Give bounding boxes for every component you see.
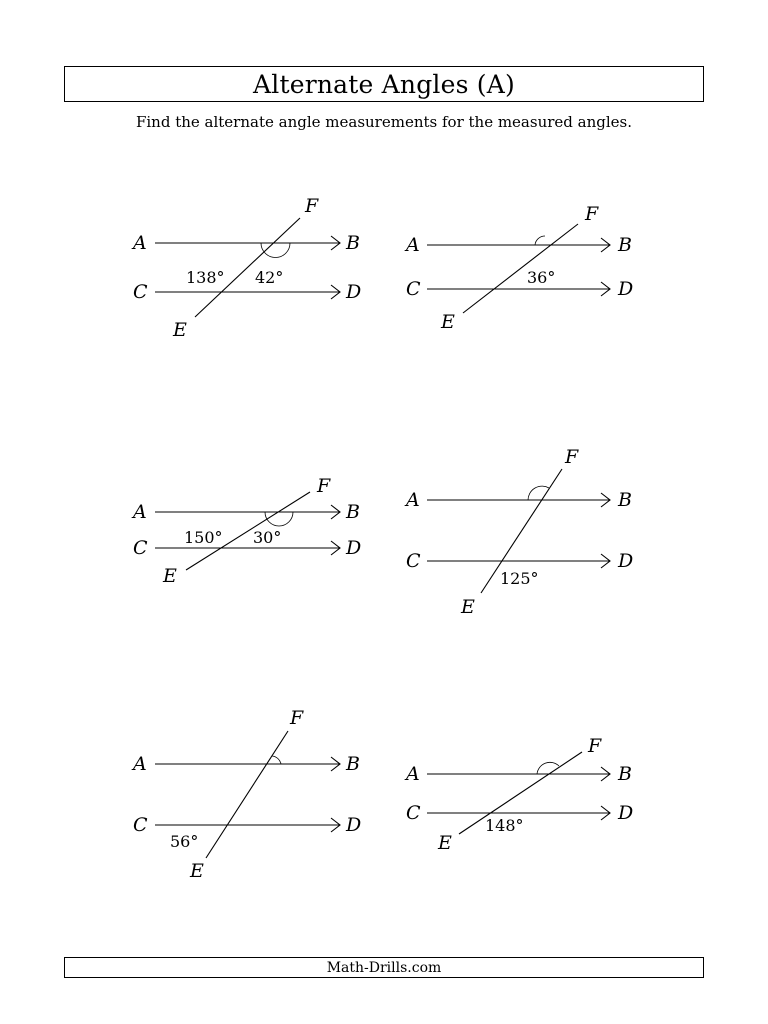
point-label-d: D xyxy=(618,550,634,572)
worksheet-title: Alternate Angles (A) xyxy=(64,66,704,102)
angle-label: 30° xyxy=(253,528,282,547)
point-label-c: C xyxy=(133,281,148,303)
angle-label: 125° xyxy=(500,569,539,588)
point-label-c: C xyxy=(133,814,148,836)
angle-arc xyxy=(272,756,281,764)
point-label-b: B xyxy=(346,232,360,254)
point-label-a: A xyxy=(406,763,420,785)
point-label-b: B xyxy=(618,489,632,511)
point-label-b: B xyxy=(618,234,632,256)
point-label-e: E xyxy=(190,860,204,882)
point-label-a: A xyxy=(133,232,147,254)
point-label-b: B xyxy=(618,763,632,785)
point-label-f: F xyxy=(565,446,579,468)
angle-label: 42° xyxy=(255,268,284,287)
point-label-f: F xyxy=(588,735,602,757)
point-label-c: C xyxy=(406,278,421,300)
problem-4 xyxy=(404,446,633,618)
angle-arc xyxy=(265,512,293,526)
point-label-a: A xyxy=(406,234,420,256)
point-label-a: A xyxy=(406,489,420,511)
transversal-ef xyxy=(206,731,288,858)
footer: Math-Drills.com xyxy=(64,957,704,978)
angle-arc xyxy=(535,236,545,245)
point-label-f: F xyxy=(305,195,319,217)
point-label-e: E xyxy=(163,565,177,587)
point-label-a: A xyxy=(133,753,147,775)
problem-3 xyxy=(131,475,361,587)
problem-1 xyxy=(131,195,361,341)
point-label-d: D xyxy=(618,802,634,824)
point-label-b: B xyxy=(346,753,360,775)
angle-label: 36° xyxy=(527,268,556,287)
point-label-d: D xyxy=(346,814,362,836)
point-label-e: E xyxy=(441,311,455,333)
point-label-d: D xyxy=(346,537,362,559)
angle-label: 148° xyxy=(485,816,524,835)
problem-5 xyxy=(131,707,361,882)
point-label-a: A xyxy=(133,501,147,523)
point-label-d: D xyxy=(346,281,362,303)
point-label-c: C xyxy=(406,550,421,572)
point-label-f: F xyxy=(585,203,599,225)
angle-label: 150° xyxy=(184,528,223,547)
point-label-d: D xyxy=(618,278,634,300)
point-label-c: C xyxy=(406,802,421,824)
instructions: Find the alternate angle measurements for the measured angles. xyxy=(135,113,633,131)
point-label-c: C xyxy=(133,537,148,559)
point-label-f: F xyxy=(317,475,331,497)
point-label-e: E xyxy=(438,832,452,854)
transversal-ef xyxy=(463,224,578,313)
point-label-e: E xyxy=(173,319,187,341)
point-label-b: B xyxy=(346,501,360,523)
problem-2 xyxy=(404,203,633,333)
angle-arc xyxy=(537,762,559,774)
angle-label: 138° xyxy=(186,268,225,287)
point-label-e: E xyxy=(461,596,475,618)
point-label-f: F xyxy=(290,707,304,729)
angle-label: 56° xyxy=(170,832,199,851)
problem-6 xyxy=(404,735,633,854)
